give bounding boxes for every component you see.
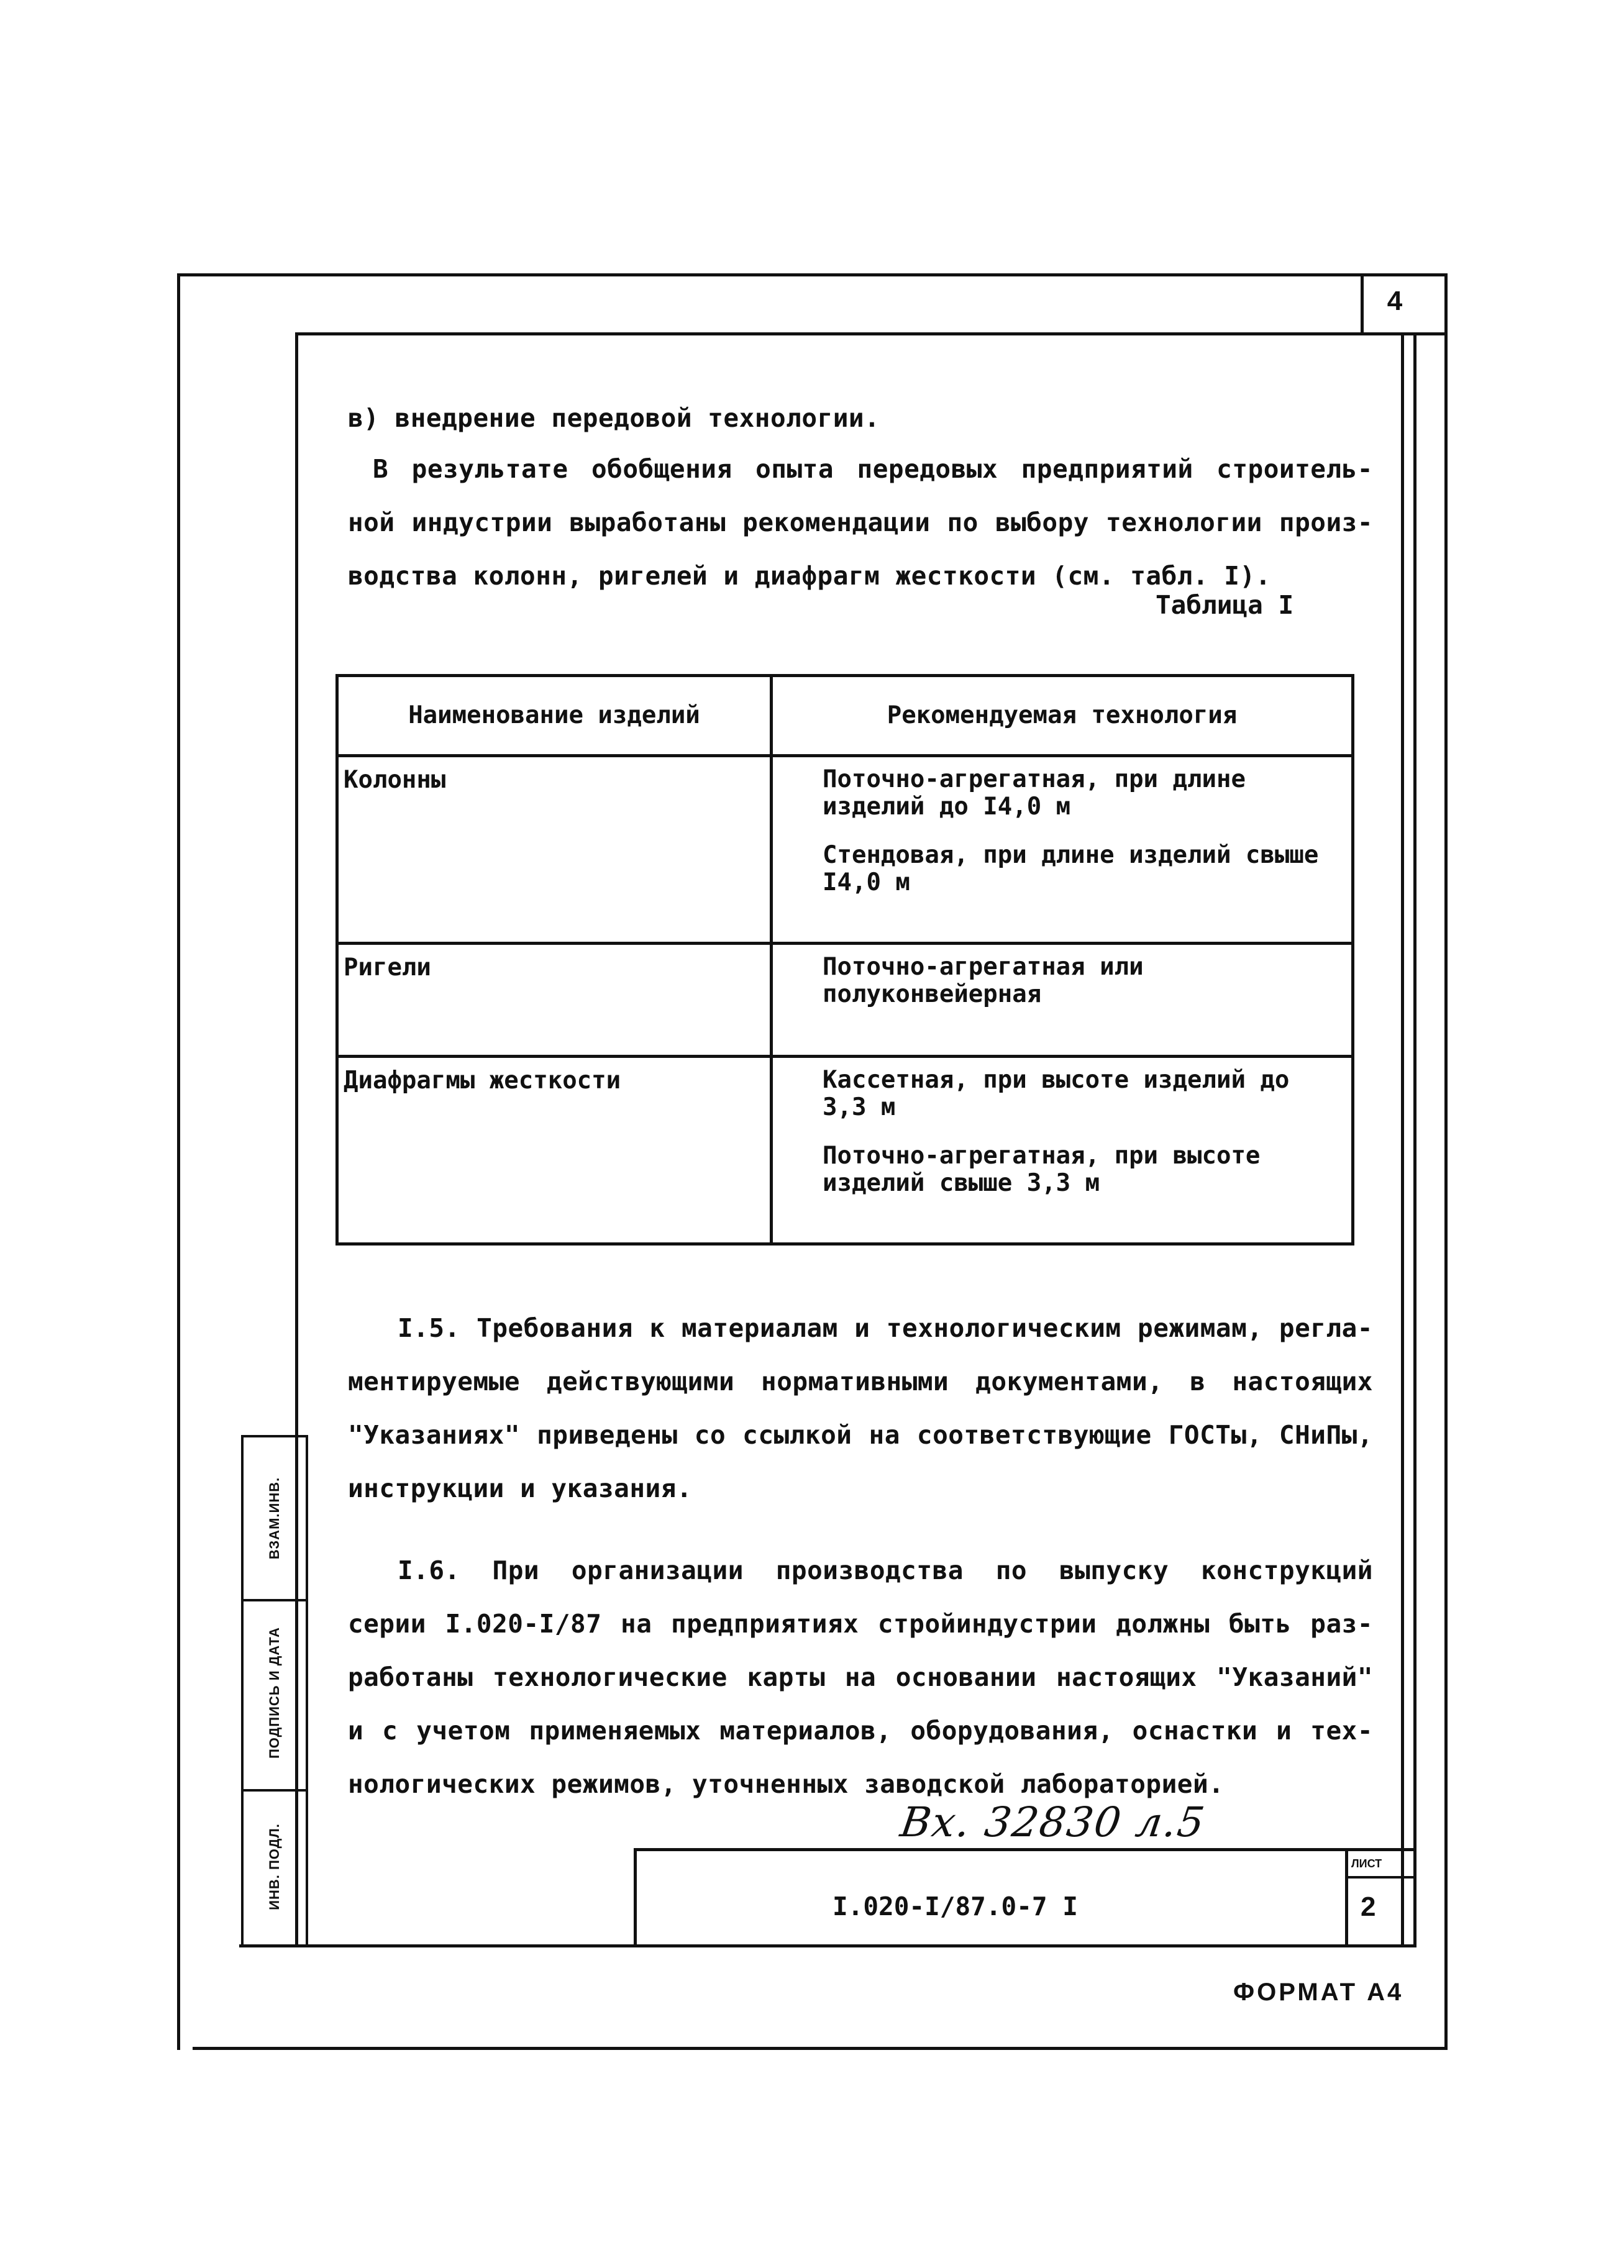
header-product: Наименование изделий bbox=[337, 676, 772, 756]
section-1-5-line: I.5. Требования к материалам и технологическим режимам, регла- bbox=[398, 1313, 1373, 1343]
section-1-5 bbox=[348, 1301, 1373, 1515]
inner-frame-right-double bbox=[1413, 332, 1416, 1947]
table-row bbox=[337, 1056, 1353, 1244]
technology-cell bbox=[772, 944, 1353, 1056]
product-cell: Колонны bbox=[337, 755, 772, 943]
summary-line: водства колонн, ригелей и диафрагм жесткости (см. табл. I). bbox=[348, 561, 1271, 591]
section-1-5-line: инструкции и указания. bbox=[348, 1473, 693, 1503]
technology-item: Кассетная, при высоте изделий до 3,3 м bbox=[823, 1065, 1290, 1121]
header-technology: Рекомендуемая технология bbox=[772, 676, 1353, 756]
margin-replace-inv-label: ВЗАМ.ИНВ. bbox=[267, 1477, 282, 1560]
outer-frame-bottom bbox=[193, 2047, 1448, 2050]
intro-paragraph bbox=[348, 391, 1373, 445]
technology-cell bbox=[772, 755, 1353, 943]
table-row bbox=[337, 944, 1353, 1056]
corner-box-divider bbox=[1361, 273, 1364, 335]
table-caption: Таблица I bbox=[1156, 590, 1294, 620]
margin-replace-inv bbox=[241, 1435, 308, 1601]
technology-item: Поточно-агрегатная или полуконвейерная bbox=[823, 953, 1144, 1009]
margin-inv-orig-label: ИНВ. ПОДЛ. bbox=[267, 1823, 283, 1910]
margin-sign-date bbox=[241, 1596, 308, 1792]
outer-frame-left bbox=[177, 273, 180, 2050]
table-row bbox=[337, 755, 1353, 943]
technology-table bbox=[335, 674, 1354, 1246]
technology-item: Поточно-агрегатная, при высоте изделий свыше 3,3 м bbox=[823, 1141, 1261, 1197]
section-1-6-line: нологических режимов, уточненных заводской лабораторией. bbox=[348, 1769, 1225, 1799]
summary-line: ной индустрии выработаны рекомендации по выбору технологии произ- bbox=[348, 508, 1373, 537]
inner-frame-bottom bbox=[239, 1944, 1416, 1947]
technology-item: Поточно-агрегатная, при длине изделий до I4,0 м bbox=[823, 765, 1246, 821]
stamp-sheet-divider bbox=[1345, 1848, 1348, 1947]
stamp-left bbox=[634, 1848, 637, 1947]
section-1-5-line: ментируемые действующими нормативными документами, в настоящих bbox=[348, 1367, 1373, 1396]
section-1-5-line: "Указаниях" приведены со ссылкой на соответствующие ГОСТы, СНиПы, bbox=[348, 1420, 1373, 1450]
stamp-sheet-label-line bbox=[1345, 1876, 1416, 1879]
inner-frame-right bbox=[1401, 332, 1404, 1947]
sheet-number: 2 bbox=[1361, 1892, 1376, 1922]
product-cell: Диафрагмы жесткости bbox=[337, 1056, 772, 1244]
margin-inv-orig bbox=[241, 1789, 308, 1947]
corner-page-number: 4 bbox=[1387, 286, 1403, 316]
handwritten-registration: Вх. 32830 л.5 bbox=[897, 1798, 1209, 1846]
margin-sign-date-label: ПОДПИСЬ И ДАТА bbox=[267, 1626, 283, 1759]
table-header-row bbox=[337, 676, 1353, 756]
inner-frame-top bbox=[295, 332, 1448, 335]
summary-line: В результате обобщения опыта передовых предприятий строитель- bbox=[373, 454, 1373, 484]
intro-line: в) внедрение передовой технологии. bbox=[348, 403, 880, 433]
outer-frame-top bbox=[177, 273, 1448, 276]
section-1-6 bbox=[348, 1544, 1373, 1811]
outer-frame-right bbox=[1444, 273, 1448, 2050]
product-cell: Ригели bbox=[337, 944, 772, 1056]
document-code: I.020-I/87.0-7 I bbox=[833, 1892, 1078, 1921]
section-1-6-line: серии I.020-I/87 на предприятиях стройиндустрии должны быть раз- bbox=[348, 1609, 1373, 1639]
technology-cell bbox=[772, 1056, 1353, 1244]
section-1-6-line: I.6. При организации производства по выпуску конструкций bbox=[398, 1555, 1373, 1585]
section-1-6-line: и с учетом применяемых материалов, оборудования, оснастки и тех- bbox=[348, 1716, 1373, 1746]
summary-paragraph bbox=[348, 442, 1373, 603]
section-1-6-line: работаны технологические карты на основании настоящих "Указаний" bbox=[348, 1662, 1373, 1692]
technology-item: Стендовая, при длине изделий свыше I4,0 м bbox=[823, 840, 1319, 896]
sheet-label: ЛИСТ bbox=[1351, 1857, 1382, 1870]
format-label: ФОРМАТ А4 bbox=[1233, 1979, 1404, 2006]
stamp-top bbox=[634, 1848, 1416, 1851]
